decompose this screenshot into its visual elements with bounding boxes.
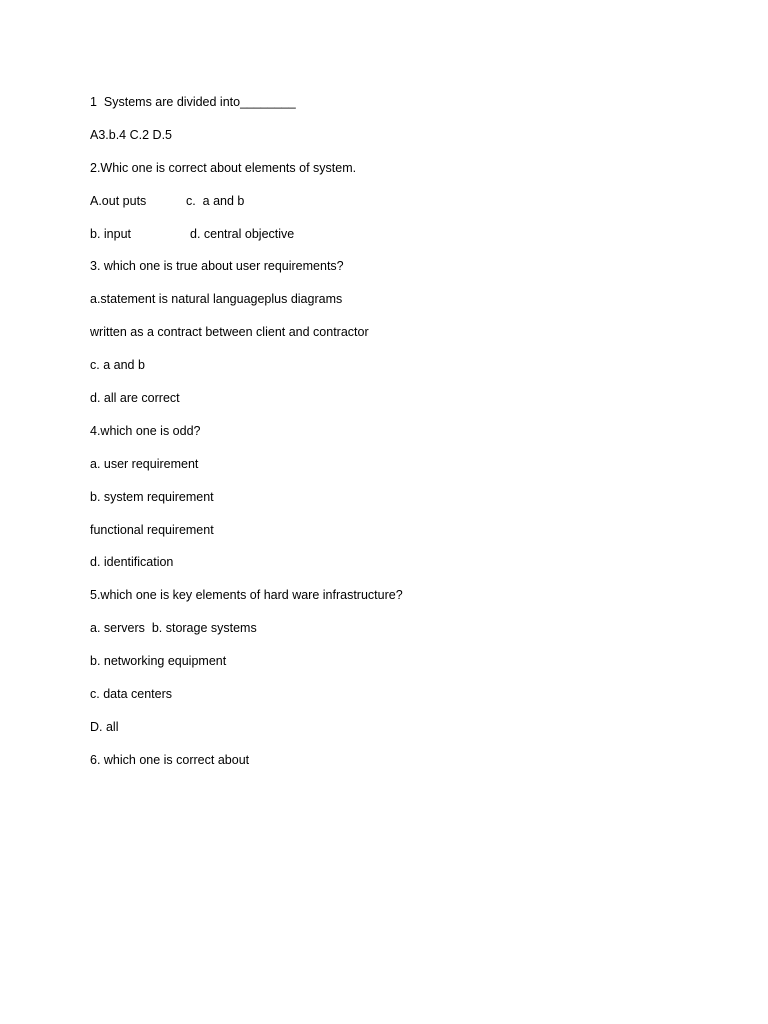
question-3: 3. which one is true about user requirements? (90, 259, 344, 274)
question-2-options-row-2 (90, 224, 690, 244)
question-4-option-a: a. user requirement (90, 456, 199, 471)
question-3-option-d: d. all are correct (90, 391, 180, 406)
question-2-options-row-1 (90, 191, 690, 211)
question-3-option-b: written as a contract between client and contractor (90, 325, 369, 340)
question-2-option-b: b. input (90, 226, 132, 241)
question-4: 4.which one is odd? (90, 423, 201, 438)
question-3-option-c: c. a and b (90, 358, 145, 373)
question-4-option-c: functional requirement (90, 522, 214, 537)
question-4-option-d: d. identification (90, 555, 174, 570)
question-5-option-a: a. servers b. storage systems (90, 621, 257, 636)
question-1-options: A3.b.4 C.2 D.5 (90, 127, 172, 142)
question-4-option-b: b. system requirement (90, 489, 214, 504)
question-2: 2.Whic one is correct about elements of system. (90, 160, 357, 175)
question-5-option-c: c. data centers (90, 687, 172, 702)
question-2-option-d: d. central objective (190, 226, 295, 241)
question-3-option-a: a.statement is natural languageplus diagrams (90, 292, 343, 307)
question-6: 6. which one is correct about (90, 752, 250, 767)
question-2-option-c: c. a and b (186, 193, 245, 208)
question-2-option-a: A.out puts (90, 193, 147, 208)
document-body (90, 92, 690, 783)
question-1: 1 Systems are divided into________ (90, 95, 296, 109)
question-5: 5.which one is key elements of hard ware infrastructure? (90, 588, 403, 603)
question-5-option-b: b. networking equipment (90, 654, 227, 669)
question-5-option-d: D. all (90, 719, 119, 734)
